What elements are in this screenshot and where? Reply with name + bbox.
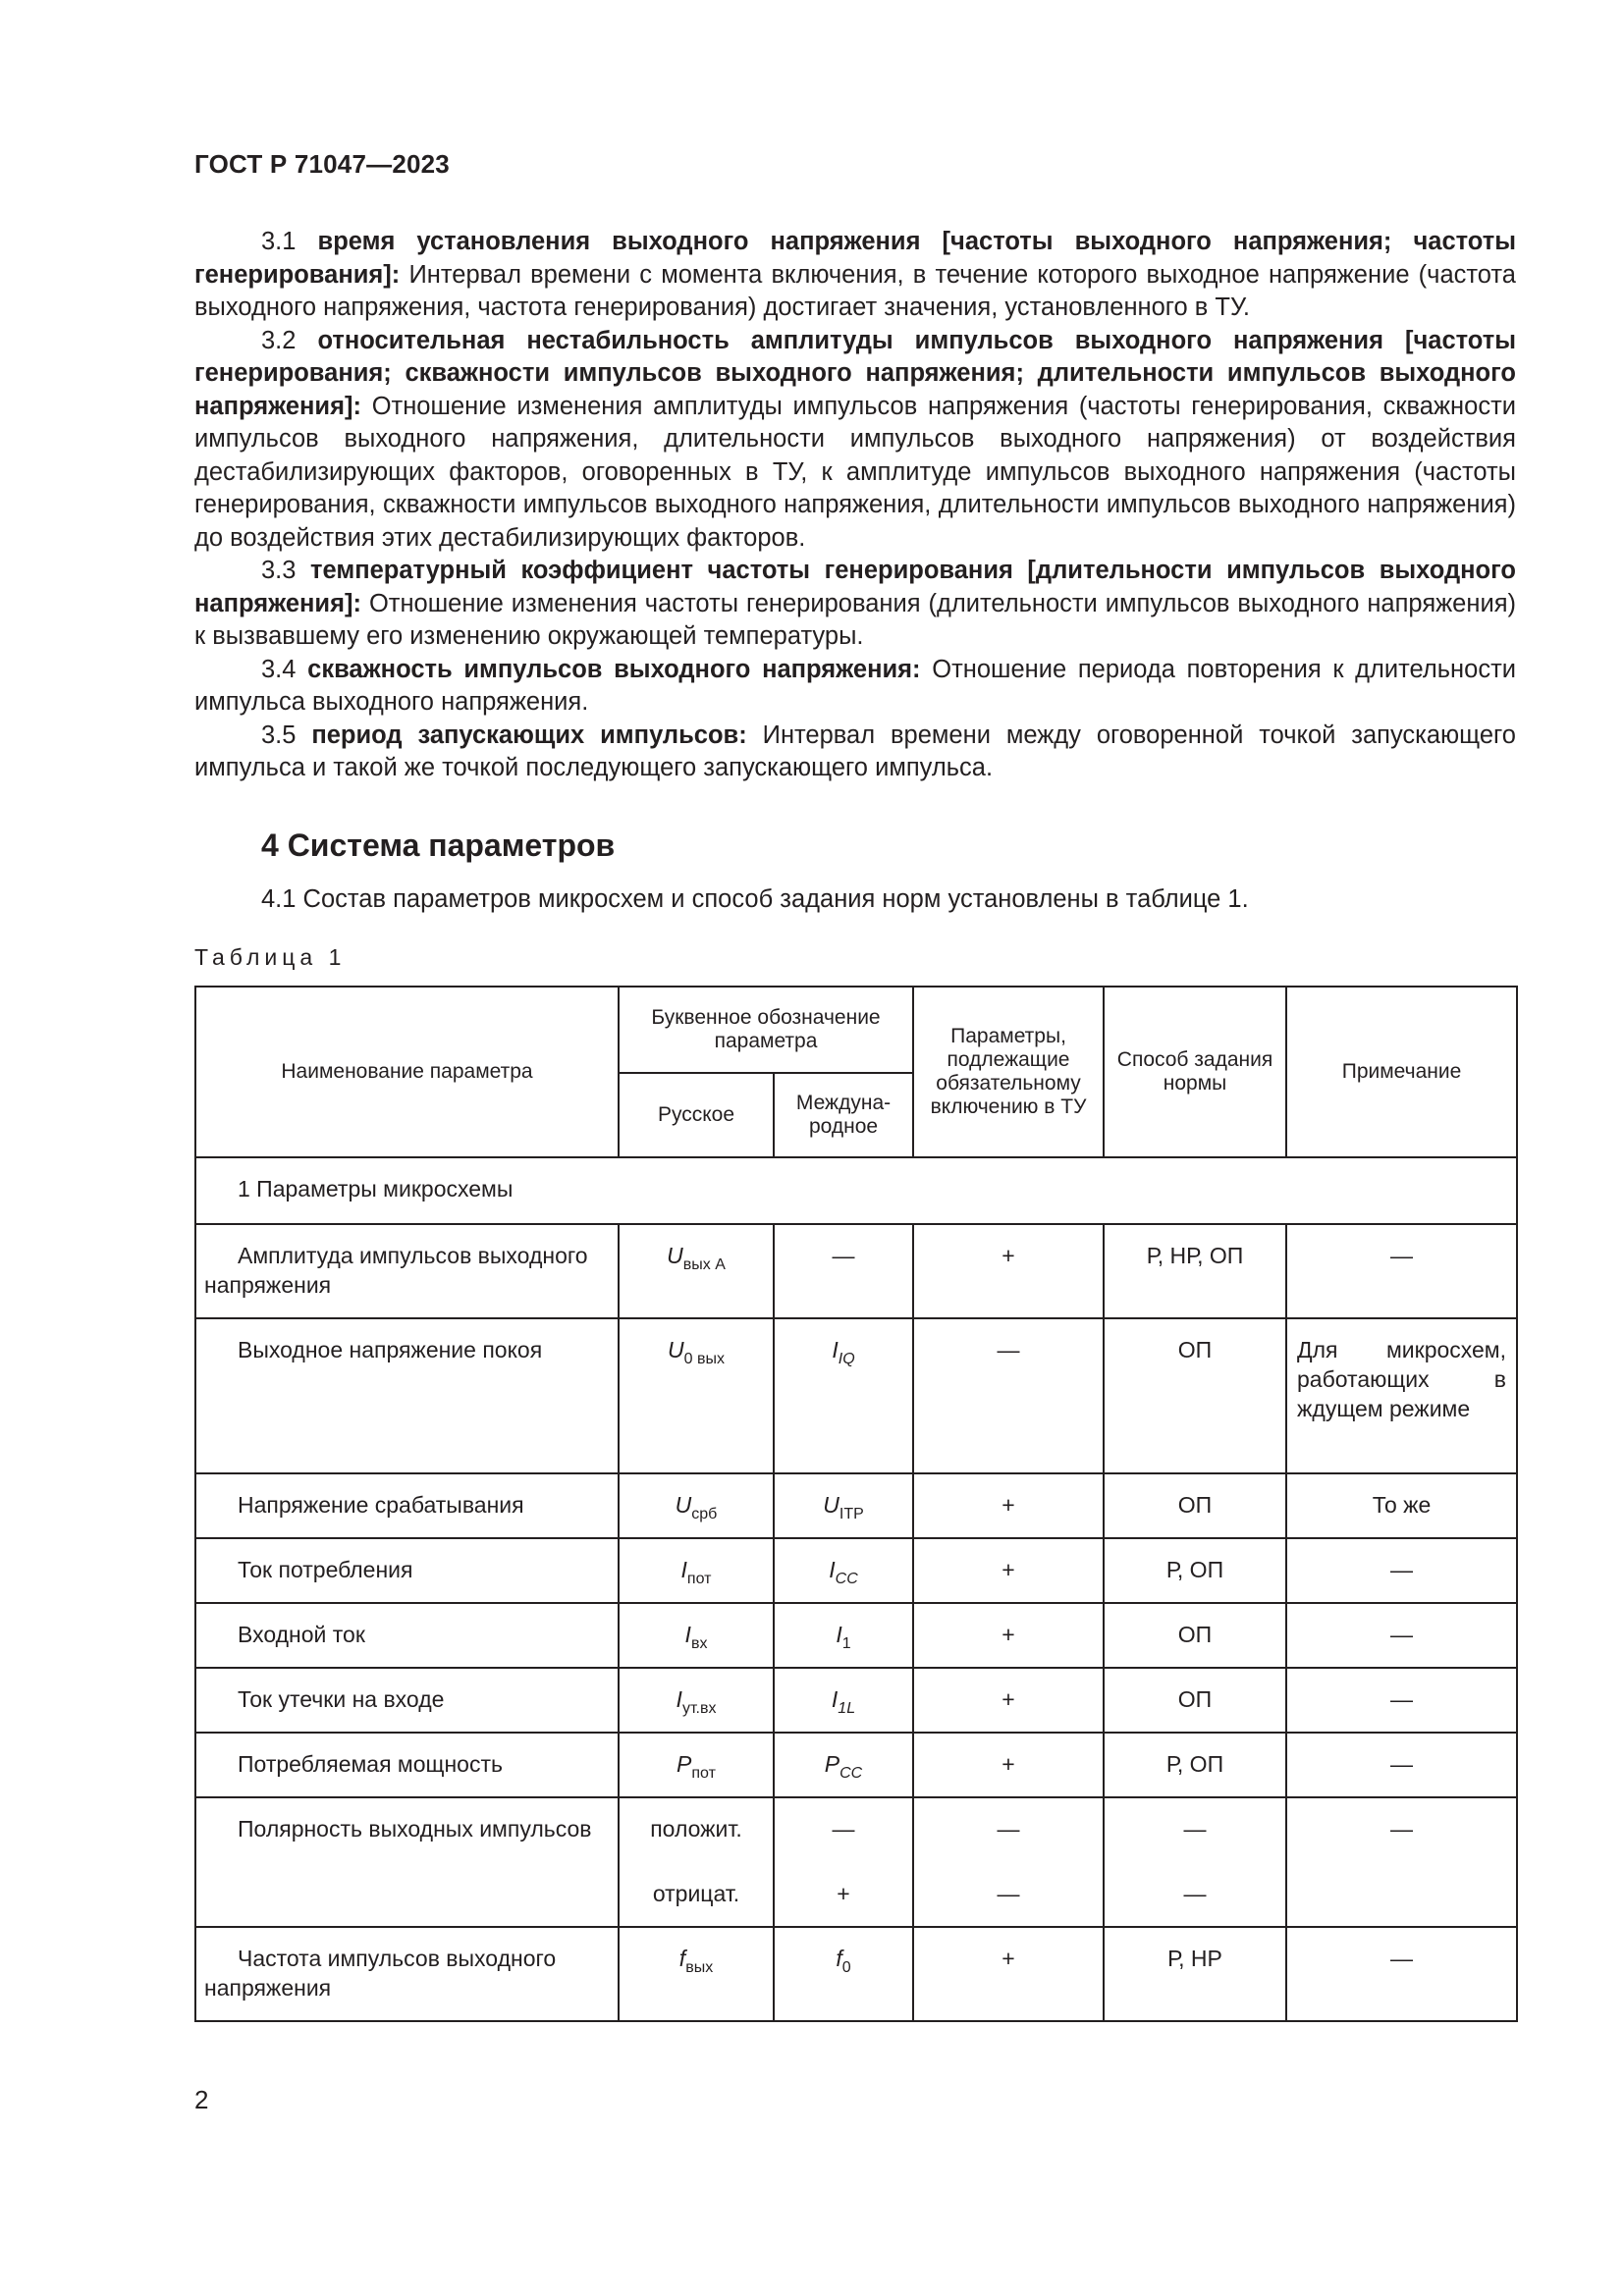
mandatory-cell: + xyxy=(913,1668,1104,1733)
header-ru: Русское xyxy=(619,1073,774,1157)
mandatory-cell: — — xyxy=(913,1797,1104,1927)
note-cell: — xyxy=(1286,1797,1517,1927)
table-row xyxy=(195,1927,1517,2021)
param-name: Частота импульсов выходного напряжения xyxy=(195,1927,619,2021)
method-cell: Р, НР xyxy=(1104,1927,1286,2021)
method-cell: ОП xyxy=(1104,1603,1286,1668)
definition-3-5: 3.5 период запускающих импульсов: Интервал времени между оговоренной точкой запускающего импульса и такой же точкой последующего запускающего импульса. xyxy=(194,721,1516,781)
method-cell: Р, НР, ОП xyxy=(1104,1224,1286,1318)
intl-symbol: $I_{1L}$ xyxy=(774,1668,913,1733)
note-cell: — xyxy=(1286,1668,1517,1733)
method-cell: ОП xyxy=(1104,1473,1286,1538)
table-caption: Таблица 1 xyxy=(194,944,347,970)
intl-symbol: — + xyxy=(774,1797,913,1927)
page-number: 2 xyxy=(194,2085,209,2114)
mandatory-cell: + xyxy=(913,1733,1104,1797)
paragraph-4-1: 4.1 Состав параметров микросхем и способ задания норм установлены в таблице 1. xyxy=(261,885,1249,913)
definitions-text xyxy=(194,226,1516,785)
table-row xyxy=(195,1668,1517,1733)
intl-symbol: $I_{CC}$ xyxy=(774,1538,913,1603)
mandatory-cell: + xyxy=(913,1224,1104,1318)
method-cell: Р, ОП xyxy=(1104,1733,1286,1797)
ru-symbol: $P_{пот}$ xyxy=(619,1733,774,1797)
intl-symbol: $P_{CC}$ xyxy=(774,1733,913,1797)
ru-symbol: положит. отрицат. xyxy=(619,1797,774,1927)
mandatory-cell: + xyxy=(913,1473,1104,1538)
mandatory-cell: + xyxy=(913,1927,1104,2021)
mandatory-cell: + xyxy=(913,1538,1104,1603)
ru-symbol: $U_{0 вых}$ xyxy=(619,1318,774,1473)
ru-symbol: $f_{вых}$ xyxy=(619,1927,774,2021)
ru-symbol: $U_{срб}$ xyxy=(619,1473,774,1538)
header-note: Примечание xyxy=(1286,987,1517,1157)
table-row xyxy=(195,1473,1517,1538)
definition-3-3: 3.3 температурный коэффициент частоты генерирования [длительности импульсов выходного напряжения]: Отношение изменения частоты генерирования (длительности импульсов выходного напряжения) к вызвавшему его изменению окружающей температуры. xyxy=(194,557,1516,650)
param-name: Полярность выходных импульсов xyxy=(195,1797,619,1927)
intl-symbol: — xyxy=(774,1224,913,1318)
param-name: Ток потребления xyxy=(195,1538,619,1603)
header-method: Способ задания нормы xyxy=(1104,987,1286,1157)
note-cell: — xyxy=(1286,1538,1517,1603)
param-name: Входной ток xyxy=(195,1603,619,1668)
ru-symbol: $I_{ут.вх}$ xyxy=(619,1668,774,1733)
note-cell: — xyxy=(1286,1224,1517,1318)
intl-symbol: $I_{IQ}$ xyxy=(774,1318,913,1473)
method-cell: Р, ОП xyxy=(1104,1538,1286,1603)
param-name: Ток утечки на входе xyxy=(195,1668,619,1733)
ru-symbol: $I_{пот}$ xyxy=(619,1538,774,1603)
note-cell: Для микросхем, работающих в ждущем режиме xyxy=(1286,1318,1517,1473)
note-cell: — xyxy=(1286,1927,1517,2021)
header-intl: Междуна-родное xyxy=(774,1073,913,1157)
intl-symbol: $I_1$ xyxy=(774,1603,913,1668)
ru-symbol: $I_{вх}$ xyxy=(619,1603,774,1668)
table-row xyxy=(195,1733,1517,1797)
definition-3-2: 3.2 относительная нестабильность амплитуды импульсов выходного напряжения [частоты генерирования; скважности импульсов выходного напряжения; длительности импульсов выходного напряжения]: Отношение изменения амплитуды импульсов напряжения (частоты генерирования, скважности импульсов выходного напряжения, длительности импульсов выходного напряжения) от воздействия дестабилизирующих факторов, оговоренных в ТУ, к амплитуде импульсов выходного напряжения (частоты генерирования, скважности импульсов выходного напряжения, длительности импульсов выходного напряжения) до воздействия этих дестабилизирующих факторов. xyxy=(194,326,1516,552)
intl-symbol: $f_0$ xyxy=(774,1927,913,2021)
table-row xyxy=(195,1318,1517,1473)
table-row xyxy=(195,1224,1517,1318)
note-cell: То же xyxy=(1286,1473,1517,1538)
header-name: Наименование параметра xyxy=(195,987,619,1157)
param-name: Выходное напряжение покоя xyxy=(195,1318,619,1473)
header-mandatory: Параметры, подлежащие обязательному включению в ТУ xyxy=(913,987,1104,1157)
parameters-table xyxy=(194,986,1518,2022)
ru-symbol: $U_{вых А}$ xyxy=(619,1224,774,1318)
mandatory-cell: + xyxy=(913,1603,1104,1668)
definition-3-4: 3.4 скважность импульсов выходного напряжения: Отношение периода повторения к длительности импульса выходного напряжения. xyxy=(194,655,1516,716)
group-row: 1 Параметры микросхемы xyxy=(195,1157,1517,1224)
note-cell: — xyxy=(1286,1733,1517,1797)
table-row xyxy=(195,1603,1517,1668)
method-cell: ОП xyxy=(1104,1668,1286,1733)
note-cell: — xyxy=(1286,1603,1517,1668)
intl-symbol: $U_{ITP}$ xyxy=(774,1473,913,1538)
table-row xyxy=(195,1538,1517,1603)
header-letter: Буквенное обозначение параметра xyxy=(619,987,913,1073)
method-cell: ОП xyxy=(1104,1318,1286,1473)
document-header: ГОСТ Р 71047—2023 xyxy=(194,149,450,179)
param-name: Потребляемая мощность xyxy=(195,1733,619,1797)
param-name: Напряжение срабатывания xyxy=(195,1473,619,1538)
mandatory-cell: — xyxy=(913,1318,1104,1473)
section-title: 4 Система параметров xyxy=(261,828,616,863)
param-name: Амплитуда импульсов выходного напряжения xyxy=(195,1224,619,1318)
table-row xyxy=(195,1797,1517,1927)
definition-3-1: 3.1 время установления выходного напряжения [частоты выходного напряжения; частоты генерирования]: Интервал времени с момента включения, в течение которого выходное напряжение (частота выходного напряжения, частота генерирования) достигает значения, установленного в ТУ. xyxy=(194,228,1516,321)
method-cell: — — xyxy=(1104,1797,1286,1927)
